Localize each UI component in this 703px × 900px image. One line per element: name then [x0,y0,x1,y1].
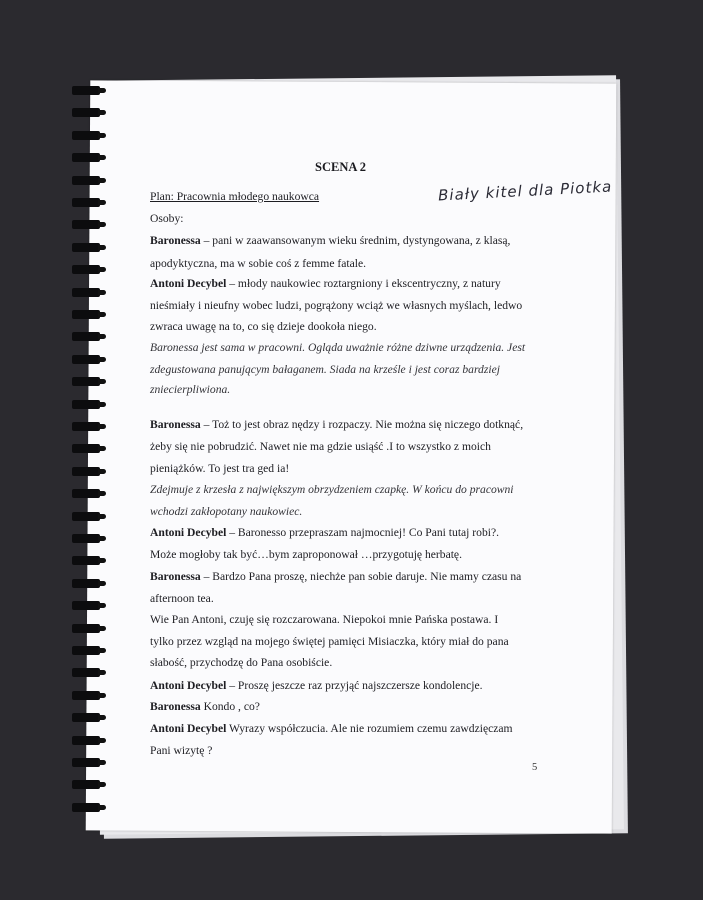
script-line [150,548,462,561]
binding-coil [72,713,100,722]
binding-coil [72,108,100,117]
script-line [150,212,184,225]
binding-coil [72,220,100,229]
line-text: Osoby: [150,212,184,225]
speaker-name: Baronessa [150,418,201,431]
script-line [150,700,260,713]
binding-coil [72,691,100,700]
line-text: Może mogłoby tak być…bym zaproponował …przygotuję herbatę. [150,548,462,561]
speaker-name: Baronessa [150,570,201,583]
line-text: Wie Pan Antoni, czuję się rozczarowana. Niepokoi mnie Pańska postawa. I [150,613,499,626]
binding-coil [72,243,100,252]
script-line [150,526,499,539]
spiral-binding [72,86,102,826]
line-text: żeby się nie pobrudzić. Nawet nie ma gdzie usiąść .I to wszystko z moich [150,440,491,453]
binding-coil [72,601,100,610]
binding-coil [72,579,100,588]
line-text: zdegustowana panującym bałaganem. Siada na krześle i jest coraz bardziej [150,363,500,376]
line-text: wchodzi zakłopotany naukowiec. [150,505,303,518]
line-text: – Toż to jest obraz nędzy i rozpaczy. Nie można się niczego dotknąć, [200,418,524,431]
scene-title: SCENA 2 [315,160,367,174]
binding-coil [72,198,100,207]
binding-coil [72,489,100,498]
line-text: Plan: Pracownia młodego naukowca [150,190,320,203]
script-line [150,570,521,583]
binding-coil [72,377,100,386]
line-text: Pani wizytę ? [150,744,213,757]
binding-coil [72,467,100,476]
binding-coil [72,736,100,745]
handwritten-note: Biały kitel dla Piotka [437,177,613,205]
binding-coil [72,332,100,341]
binding-coil [72,288,100,297]
binding-coil [72,176,100,185]
binding-coil [72,512,100,521]
binding-coil [72,646,100,655]
binding-coil [72,534,100,543]
binding-coil [72,86,100,95]
binding-coil [72,803,100,812]
binding-coil [72,444,100,453]
script-line [150,234,510,247]
script-line [150,592,214,605]
script-line [150,505,302,518]
binding-coil [72,422,100,431]
script-line [150,299,522,312]
script-line [150,190,319,203]
speaker-name: Antoni Decybel [150,679,227,692]
line-text: nieśmiały i nieufny wobec ludzi, pogrążony wciąż we własnych myślach, ledwo [150,299,523,312]
script-line [150,341,525,354]
binding-coil [72,556,100,565]
script-line [150,277,501,290]
speaker-name: Antoni Decybel [150,722,227,735]
script-line [150,418,523,431]
script-line [150,656,332,669]
line-text: – młody naukowiec roztargniony i ekscentryczny, z natury [226,277,501,290]
speaker-name: Baronessa [150,234,201,247]
line-text: – pani w zaawansowanym wieku średnim, dystyngowana, z klasą, [200,234,511,247]
line-text: tylko przez wzgląd na mojego świętej pamięci Misiaczka, który miał do pana [150,635,509,648]
script-line [150,462,289,475]
line-text: pieniążków. To jest tra ged ia! [150,462,290,475]
line-text: Baronessa jest sama w pracowni. Ogląda uważnie różne dziwne urządzenia. Jest [150,341,526,354]
binding-coil [72,153,100,162]
script-line [150,744,212,757]
line-text: słabość, przychodzę do Pana osobiście. [150,656,333,669]
script-line [150,613,498,626]
script-line [150,679,483,692]
binding-coil [72,355,100,364]
line-text: Zdejmuje z krzesła z największym obrzydzeniem czapkę. W końcu do pracowni [150,483,514,496]
binding-coil [72,624,100,633]
script-line [150,320,377,333]
binding-coil [72,265,100,274]
binding-coil [72,780,100,789]
script-line [150,440,491,453]
speaker-name: Baronessa [150,700,201,713]
line-text: zwraca uwagę na to, co się dzieje dookoła niego. [150,320,377,333]
line-text: zniecierpliwiona. [150,383,231,396]
binding-coil [72,668,100,677]
line-text: – Baronesso przepraszam najmocniej! Co Pani tutaj robi?. [226,526,500,539]
line-text: – Proszę jeszcze raz przyjąć najszczersze kondolencje. [226,679,483,692]
script-line [150,383,230,396]
line-text: Wyrazy współczucia. Ale nie rozumiem czemu zawdzięczam [226,722,513,735]
script-line [150,257,366,270]
script-line [150,363,500,376]
page-number: 5 [532,762,538,773]
line-text: – Bardzo Pana proszę, niechże pan sobie daruje. Nie mamy czasu na [200,570,522,583]
binding-coil [72,310,100,319]
speaker-name: Antoni Decybel [150,526,227,539]
script-line [150,722,513,735]
line-text: apodyktyczna, ma w sobie coś z femme fatale. [150,257,367,270]
binding-coil [72,131,100,140]
script-line [150,483,514,496]
script-line [150,635,509,648]
line-text: afternoon tea. [150,592,214,605]
binding-coil [72,400,100,409]
speaker-name: Antoni Decybel [150,277,227,290]
line-text: Kondo , co? [200,700,260,713]
binding-coil [72,758,100,767]
